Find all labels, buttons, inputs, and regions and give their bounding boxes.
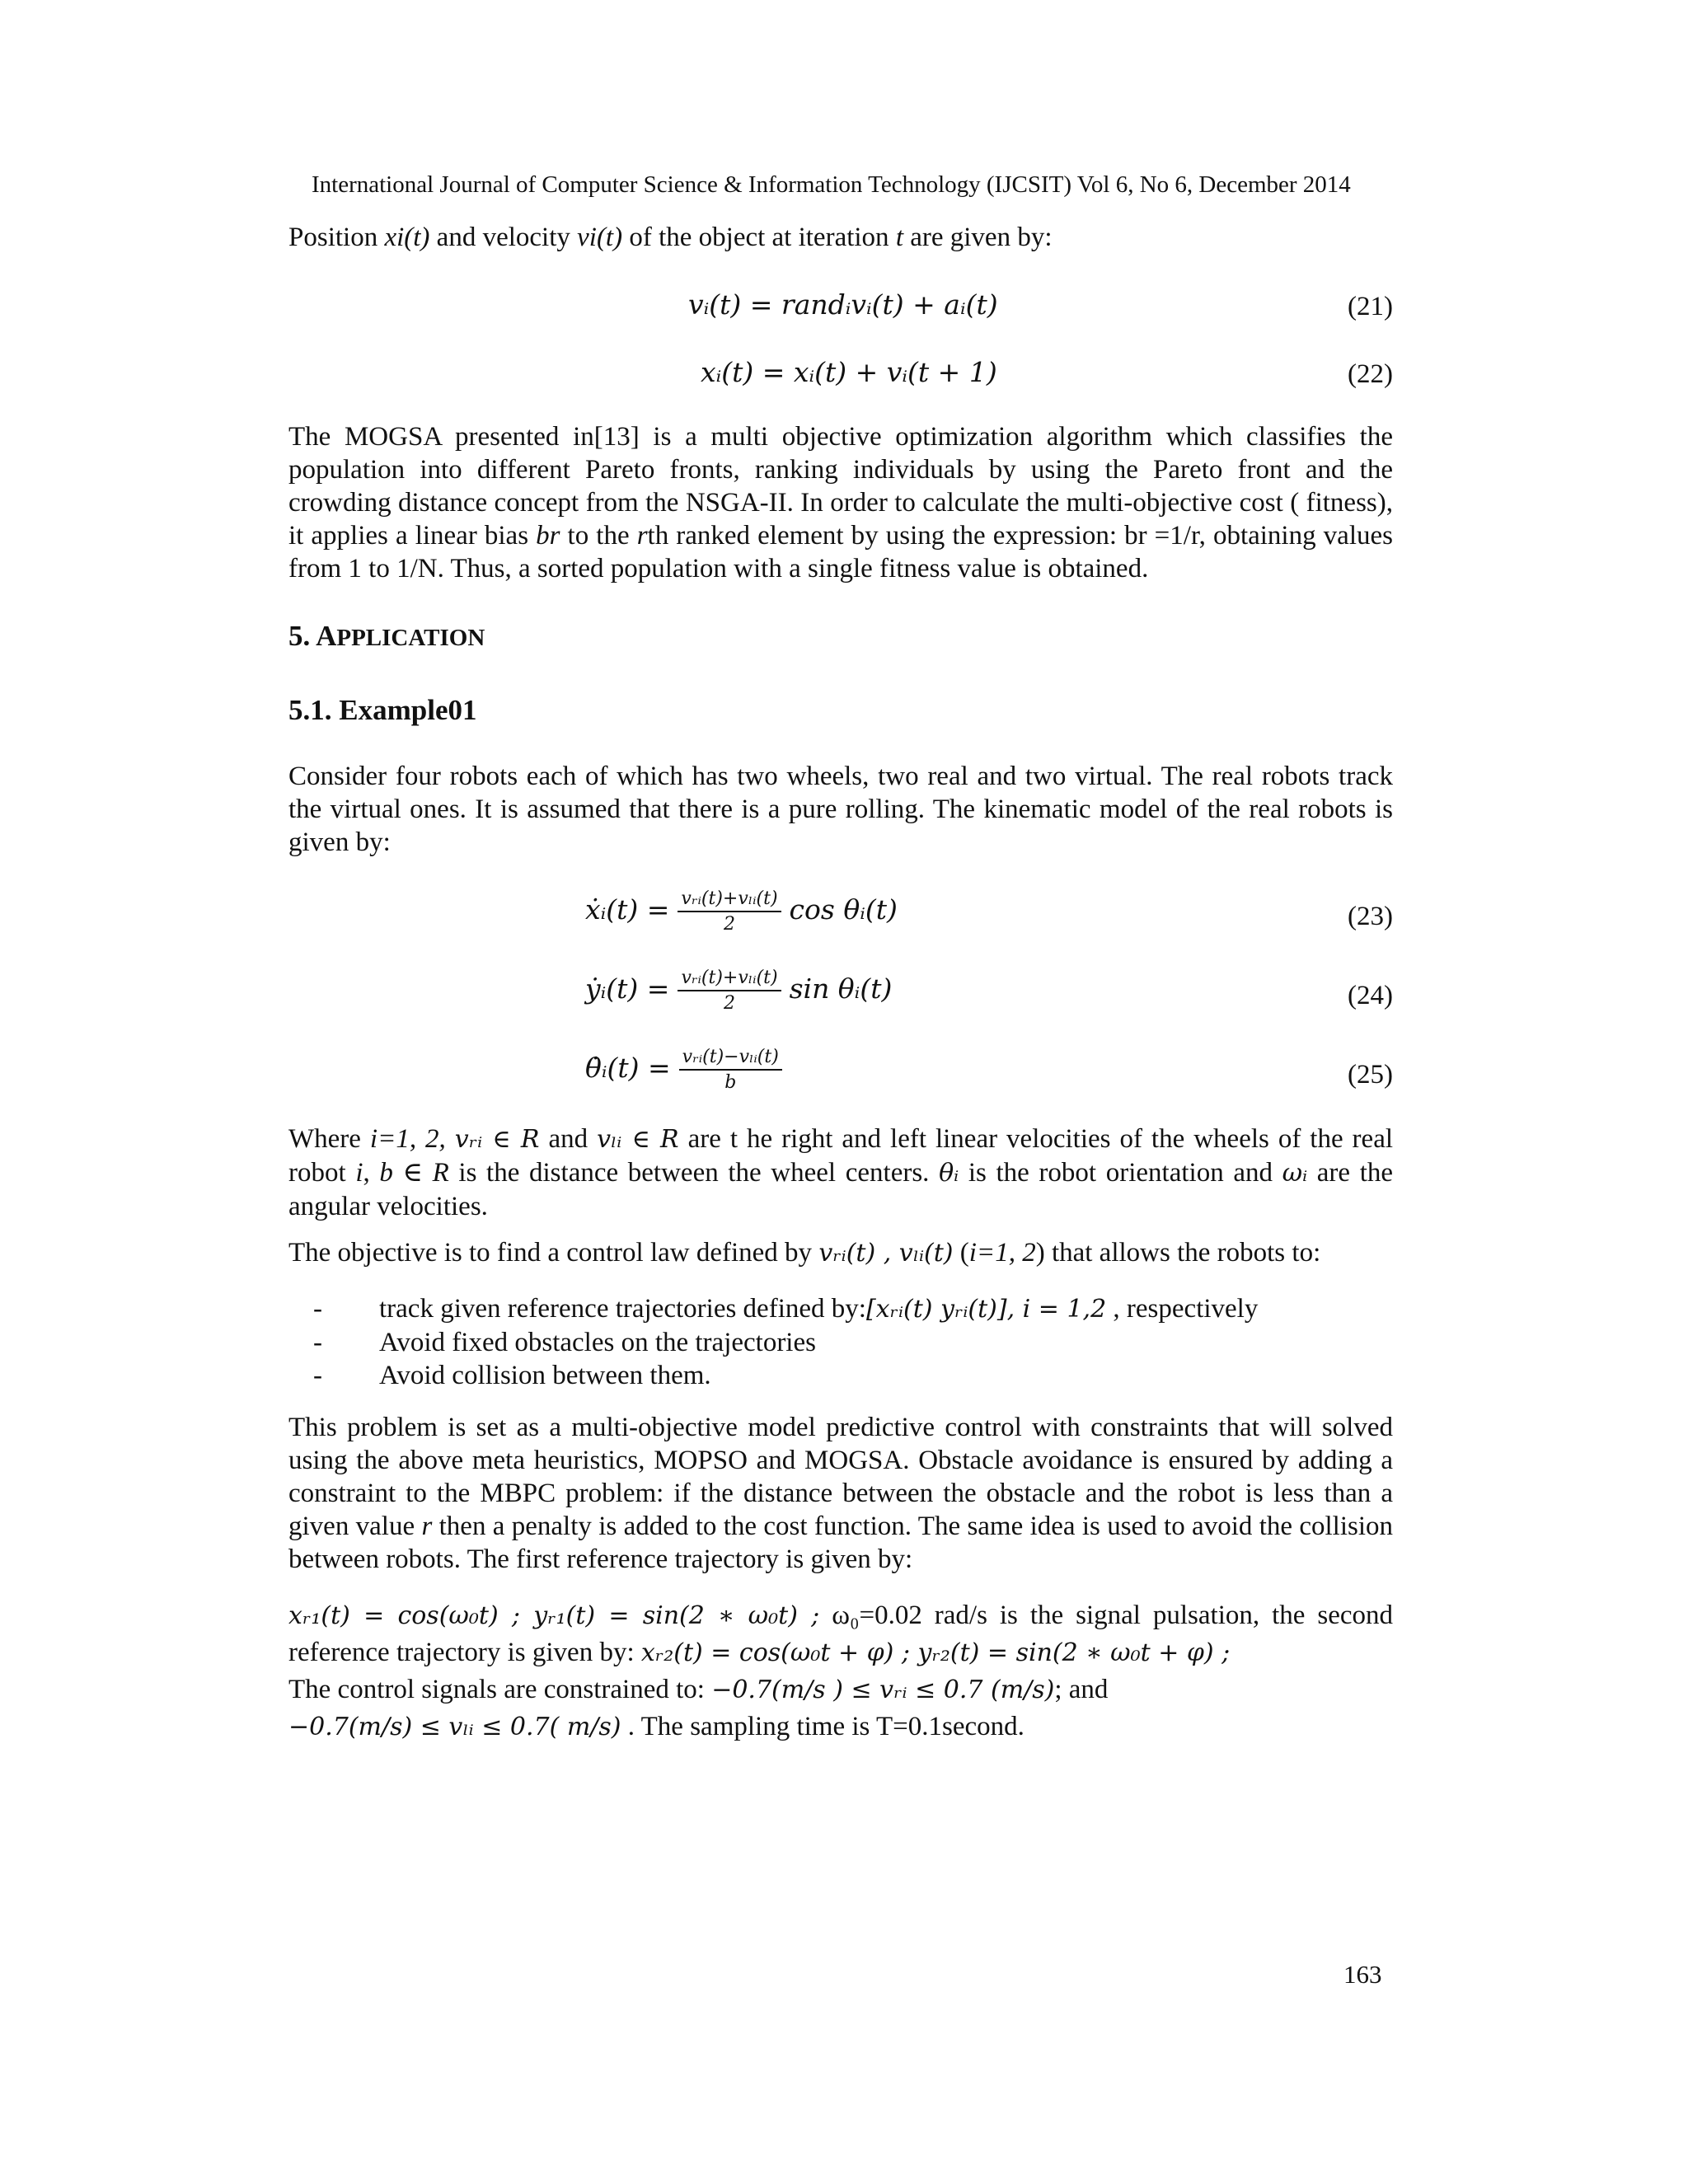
- list-item-text: Avoid fixed obstacles on the trajectories: [379, 1328, 816, 1357]
- section-number: 5.: [288, 620, 316, 652]
- fraction-denominator: 2: [724, 993, 735, 1014]
- text-span: (: [953, 1238, 969, 1268]
- text-span: and velocity: [429, 223, 578, 252]
- page-number: 163: [1343, 1960, 1382, 1989]
- right-velocity-symbol: vᵣᵢ ∈ R: [454, 1125, 540, 1154]
- equation-lhs: θ̇ᵢ(t) =: [585, 1052, 671, 1084]
- fraction-denominator: b: [724, 1072, 737, 1093]
- bullet-dash: -: [313, 1361, 322, 1390]
- equation-rhs: sin θᵢ(t): [789, 972, 893, 1005]
- text-span: This problem is set as a multi-objective model predictive control with constraints that will solved using the above meta heuristics, MOPSO and MOGSA. Obstacle avoidance is ensured by adding a constraint to the MBPC problem: if the distance between the obstacle and the robot is less than a given value: [288, 1413, 1393, 1541]
- left-velocity-symbol: vₗᵢ ∈ R: [597, 1125, 679, 1154]
- fraction: [678, 968, 781, 1014]
- equation-number: (25): [1348, 1060, 1393, 1090]
- bullet-dash: -: [313, 1328, 322, 1357]
- text-span: ∈: [392, 1158, 433, 1188]
- fraction-denominator: 2: [723, 914, 735, 935]
- text-span: . The sampling time is T=0.1second.: [621, 1712, 1025, 1741]
- fraction: [678, 888, 781, 935]
- fraction-numerator: vᵣᵢ(t)+vₗᵢ(t): [678, 968, 781, 991]
- problem-paragraph: [288, 1411, 1393, 1576]
- angular-velocity-symbol: ωᵢ: [1282, 1159, 1308, 1188]
- list-item-text: , respectively: [1106, 1294, 1259, 1324]
- equation-number: (22): [1348, 359, 1393, 389]
- real-set-symbol: R: [432, 1158, 449, 1188]
- orientation-symbol: θᵢ: [939, 1159, 959, 1188]
- equation-23: [288, 882, 1393, 948]
- equation-22: [288, 356, 1393, 405]
- index-symbol: i=1, 2,: [369, 1124, 455, 1154]
- running-header: International Journal of Computer Science & Information Technology (IJCSIT) Vol 6, No 6, December 2014: [312, 171, 1351, 198]
- equation-expression: [585, 1047, 790, 1093]
- text-span: ω₀=0.02 rad/s is the signal pulsation, the second reference trajectory is given by:: [288, 1601, 1393, 1667]
- text-span: then a penalty is added to the cost function. The same idea is used to avoid the collision between robots. The first reference trajectory is given by:: [288, 1511, 1394, 1574]
- section-title-initial: A: [316, 620, 337, 652]
- bullet-dash: -: [313, 1294, 322, 1324]
- equation-expression: [585, 888, 898, 935]
- text-span: The objective is to find a control law defined by: [288, 1238, 819, 1268]
- text-span: is the robot orientation and: [959, 1158, 1282, 1188]
- text-span: th ranked element by using the expression: br =1/r, obtaining values from 1 to 1/N. Thus, a sorted population with a single fitness value is obtained.: [288, 521, 1393, 583]
- equation-expression: vᵢ(t) = randᵢvᵢ(t) + aᵢ(t): [688, 288, 998, 321]
- text-span: Position: [288, 223, 385, 252]
- bias-symbol: br: [536, 521, 560, 551]
- robots-paragraph: Consider four robots each of which has two wheels, two real and two virtual. The real robots track the virtual ones. It is assumed that there is a pure rolling. The kinematic model of the real robots is given by:: [288, 762, 1393, 857]
- equation-21: [288, 288, 1393, 338]
- equation-25: [288, 1040, 1393, 1106]
- trajectory-paragraph: [288, 1597, 1393, 1746]
- equation-number: (21): [1348, 292, 1393, 321]
- equation-number: (24): [1348, 981, 1393, 1010]
- where-paragraph: [288, 1122, 1393, 1223]
- text-span: The MOGSA presented in[13] is a multi objective optimization algorithm which classifies the population into different Pareto fronts, ranking individuals by using the Pareto front and the crowding distance concept from the NSGA-II. In order to calculate the multi-objective cost ( fitness), it applies a linear bias: [288, 422, 1393, 551]
- text-span: The control signals are constrained to:: [288, 1675, 712, 1704]
- list-item: [288, 1326, 1393, 1359]
- mogsa-paragraph: [288, 420, 1393, 585]
- iteration-symbol: t: [895, 223, 903, 252]
- equation-rhs: cos θᵢ(t): [789, 893, 898, 926]
- fraction-numerator: vᵣᵢ(t)+vₗᵢ(t): [678, 888, 781, 912]
- list-item: [288, 1359, 1393, 1392]
- equation-expression: [585, 968, 892, 1014]
- equation-24: [288, 961, 1393, 1027]
- subsection-heading-example01: 5.1. Example01: [288, 694, 477, 726]
- reference-trajectory-symbol: [xᵣᵢ(t) yᵣᵢ(t)], i = 1,2: [865, 1295, 1107, 1324]
- position-symbol: xi(t): [384, 223, 430, 252]
- equation-expression: xᵢ(t) = xᵢ(t) + vᵢ(t + 1): [701, 356, 997, 388]
- text-span: are given by:: [903, 223, 1053, 252]
- text-span: of the object at iteration: [622, 223, 896, 252]
- text-span: and: [539, 1124, 598, 1154]
- robot-index-symbol: i: [355, 1158, 363, 1188]
- equation-lhs: ẏᵢ(t) =: [585, 972, 670, 1005]
- rank-symbol: r: [636, 521, 648, 551]
- fraction-numerator: vᵣᵢ(t)−vₗᵢ(t): [679, 1047, 782, 1071]
- text-span: are t he right and left linear velocities of the wheels of the real robot: [288, 1124, 1394, 1188]
- radius-symbol: r: [421, 1511, 433, 1541]
- intro-paragraph: [288, 221, 1393, 254]
- list-item: [288, 1292, 1393, 1326]
- section-title-rest: PPLICATION: [336, 625, 485, 651]
- equation-lhs: ẋᵢ(t) =: [585, 893, 670, 926]
- text-span: is the distance between the wheel centers.: [448, 1158, 940, 1188]
- section-heading-application: [288, 620, 485, 653]
- control-law-symbol: vᵣᵢ(t) , vₗᵢ(t): [818, 1239, 954, 1268]
- fraction: [679, 1047, 782, 1093]
- list-item-text: Avoid collision between them.: [379, 1361, 711, 1390]
- text-span: to the: [560, 521, 637, 551]
- text-span: ) that allows the robots to:: [1035, 1238, 1321, 1268]
- second-trajectory-formula: xᵣ₂(t) = cos(ω₀t + φ) ; yᵣ₂(t) = sin(2 ∗ ω₀t + φ) ;: [640, 1638, 1231, 1667]
- objective-list: [288, 1292, 1393, 1392]
- first-trajectory-formula: xᵣ₁(t) = cos(ω₀t) ; yᵣ₁(t) = sin(2 ∗ ω₀t) ;: [288, 1601, 820, 1630]
- index-symbol: i=1, 2: [968, 1238, 1036, 1268]
- text-span: Where: [288, 1124, 370, 1154]
- text-span: ,: [363, 1158, 380, 1188]
- text-span: are the angular velocities.: [288, 1158, 1394, 1221]
- right-velocity-constraint: −0.7(m/s ) ≤ vᵣᵢ ≤ 0.7 (m/s): [711, 1675, 1055, 1704]
- equation-number: (23): [1348, 902, 1393, 931]
- distance-symbol: b: [379, 1158, 393, 1188]
- list-item-text: track given reference trajectories defined by:: [379, 1294, 866, 1324]
- objective-paragraph: [288, 1236, 1393, 1270]
- text-span: ; and: [1054, 1675, 1109, 1704]
- velocity-symbol: vi(t): [577, 223, 623, 252]
- left-velocity-constraint: −0.7(m/s) ≤ vₗᵢ ≤ 0.7( m/s): [288, 1713, 621, 1741]
